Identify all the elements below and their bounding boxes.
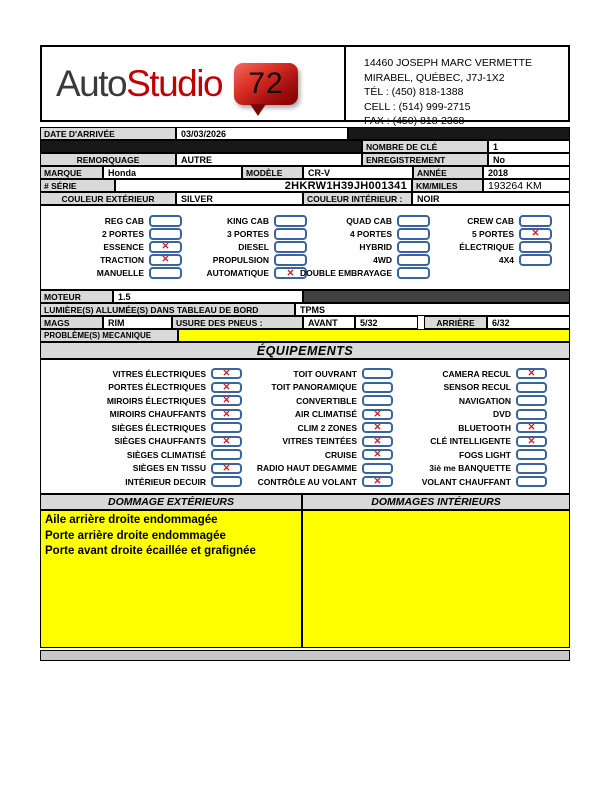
checkbox-label: CAMERA RECUL [442, 368, 511, 379]
checkbox[interactable]: ✕ [362, 449, 393, 460]
equipements-column-3 [41, 367, 547, 489]
checkbox[interactable]: ✕ [362, 436, 393, 447]
checkbox-label: ESSENCE [103, 241, 144, 252]
row-couleur [40, 192, 570, 205]
equipements-section-title: ÉQUIPEMENTS [40, 342, 570, 359]
dark-band [303, 290, 570, 303]
checkbox-label: CLIM 2 ZONES [297, 422, 357, 433]
probleme-mecanique-label: PROBLÈME(S) MECANIQUE [40, 329, 178, 342]
mechanical-table [40, 290, 570, 342]
checkbox-label: TOIT PANORAMIQUE [271, 382, 357, 393]
checkbox-label: 4WD [373, 255, 392, 266]
logo-text-auto: Auto [56, 62, 127, 104]
checkbox-label: SIÈGES ÉLECTRIQUES [111, 422, 206, 433]
checkbox-label: CONVERTIBLE [296, 395, 357, 406]
row-pneus [40, 316, 570, 329]
checkbox[interactable]: ✕ [211, 368, 242, 379]
checkbox[interactable] [516, 409, 547, 420]
checkbox-label: TRACTION [100, 255, 144, 266]
nombre-cle-label: NOMBRE DE CLÉ [362, 140, 488, 153]
moteur-label: MOTEUR [40, 290, 113, 303]
row-nombre-cle [40, 140, 570, 153]
row-moteur [40, 290, 570, 303]
cab-column-4 [41, 214, 552, 267]
checkbox-label: SIÈGES EN TISSU [132, 463, 206, 474]
checkbox-label: CRUISE [324, 449, 357, 460]
logo-text-studio: Studio [126, 62, 223, 104]
speech-bubble-icon [234, 63, 298, 105]
checkbox-row [41, 435, 547, 449]
checkbox-row [41, 254, 552, 267]
checkbox[interactable]: ✕ [362, 409, 393, 420]
checkbox-label: 3 PORTES [226, 228, 269, 239]
checkbox-label: PROPULSION [212, 255, 269, 266]
checkbox-label: CONTRÔLE AU VOLANT [257, 476, 357, 487]
checkbox-label: CLÉ INTELLIGENTE [430, 436, 511, 447]
logo-badge-number: 72 [248, 66, 284, 100]
footer-bar [40, 650, 570, 661]
equipements-section [40, 359, 570, 494]
checkbox-row [41, 475, 547, 489]
checkbox[interactable] [519, 241, 552, 253]
checkbox-label: 3iè me BANQUETTE [429, 463, 511, 474]
remorquage-field[interactable]: AUTRE [176, 153, 362, 166]
autostudio-logo [42, 47, 346, 120]
checkbox-label: RADIO HAUT DEGAMME [256, 463, 357, 474]
checkbox-row [41, 462, 547, 476]
checkbox[interactable]: ✕ [149, 254, 182, 266]
checkbox[interactable]: ✕ [519, 228, 552, 240]
modele-label: MODÈLE [242, 166, 303, 179]
checkbox-label: KING CAB [226, 215, 269, 226]
damage-line: Porte arrière droite endommagée [45, 529, 226, 542]
checkbox[interactable]: ✕ [211, 395, 242, 406]
couleur-ext-field[interactable]: SILVER [176, 192, 303, 205]
checkbox[interactable] [397, 267, 430, 279]
avant-label: AVANT [303, 316, 355, 329]
dealer-address-line1: 14460 JOSEPH MARC VERMETTE [364, 57, 533, 69]
checkbox-label: AUTOMATIQUE [206, 268, 269, 279]
mags-label: MAGS [40, 316, 103, 329]
checkbox-label: HYBRID [359, 241, 392, 252]
row-serie [40, 179, 570, 192]
arriere-label: ARRIÈRE [424, 316, 487, 329]
lumieres-label: LUMIÈRE(S) ALLUMÉE(S) DANS TABLEAU DE BORD [40, 303, 295, 316]
modele-field[interactable]: CR-V [303, 166, 413, 179]
checkbox-row [41, 267, 430, 280]
dommage-exterieurs-title: DOMMAGE EXTÉRIEURS [40, 494, 302, 510]
checkbox-label: ÉLECTRIQUE [459, 241, 514, 252]
checkbox-label: MIROIRS ÉLECTRIQUES [106, 395, 206, 406]
checkbox[interactable]: ✕ [211, 436, 242, 447]
checkbox[interactable]: ✕ [516, 436, 547, 447]
checkbox-label: FOGS LIGHT [459, 449, 511, 460]
checkbox-label: SIÈGES CHAUFFANTS [114, 436, 206, 447]
checkbox-row [41, 214, 552, 227]
checkbox-label: SIÈGES CLIMATISÉ [126, 449, 206, 460]
dark-band [348, 127, 570, 140]
dommage-exterieurs-field[interactable] [40, 510, 302, 648]
checkbox-row [41, 448, 547, 462]
checkbox[interactable] [516, 476, 547, 487]
checkbox-label: BLUETOOTH [458, 422, 511, 433]
dommages-interieurs-title: DOMMAGES INTÉRIEURS [302, 494, 570, 510]
checkbox[interactable] [516, 449, 547, 460]
dealer-address-line2: MIRABEL, QUÉBEC, J7J-1X2 [364, 71, 505, 84]
header [40, 45, 570, 128]
mags-field[interactable]: RIM [103, 316, 172, 329]
serie-label: # SÉRIE [40, 179, 115, 192]
row-lumieres [40, 303, 570, 316]
checkbox[interactable]: ✕ [362, 476, 393, 487]
checkbox[interactable]: ✕ [211, 409, 242, 420]
damages-body [40, 510, 570, 648]
date-arrivee-field[interactable]: 03/03/2026 [176, 127, 348, 140]
row-probleme [40, 329, 570, 342]
checkbox-row [41, 394, 547, 408]
row-date-arrivee [40, 127, 570, 140]
couleur-int-field[interactable]: NOIR [412, 192, 570, 205]
marque-label: MARQUE [40, 166, 103, 179]
checkbox[interactable] [516, 382, 547, 393]
checkbox-label: TOIT OUVRANT [293, 368, 357, 379]
dealer-contact-block [346, 47, 568, 128]
dark-band [40, 140, 362, 153]
marque-field[interactable]: Honda [103, 166, 242, 179]
lumieres-field[interactable]: TPMS [295, 303, 570, 316]
checkbox-row [41, 381, 547, 395]
checkbox[interactable] [516, 395, 547, 406]
moteur-field[interactable]: 1.5 [113, 290, 303, 303]
checkbox-label: PORTES ÉLECTRIQUES [108, 382, 206, 393]
enregistrement-field[interactable]: No [488, 153, 570, 166]
checkbox-label: INTÉRIEUR DECUIR [125, 476, 206, 487]
km-label: KM/MILES [412, 179, 483, 192]
checkbox[interactable]: ✕ [274, 267, 307, 279]
dommages-interieurs-field[interactable] [302, 510, 570, 648]
nombre-cle-field[interactable]: 1 [488, 140, 570, 153]
checkbox-label: MIROIRS CHAUFFANTS [109, 409, 206, 420]
checkbox[interactable]: ✕ [211, 382, 242, 393]
checkbox[interactable]: ✕ [362, 422, 393, 433]
km-field[interactable]: 193264 KM [483, 179, 570, 192]
checkbox-label: 2 PORTES [101, 228, 144, 239]
enregistrement-label: ENREGISTREMENT [362, 153, 488, 166]
damage-line: Porte avant droite écaillée et grafignée [45, 545, 256, 557]
checkbox-row [41, 421, 547, 435]
checkbox[interactable]: ✕ [516, 422, 547, 433]
checkbox[interactable]: ✕ [211, 463, 242, 474]
vin-field[interactable]: 2HKRW1H39JH001341 [115, 179, 412, 192]
checkbox-row [41, 367, 547, 381]
checkbox-label: QUAD CAB [346, 215, 392, 226]
checkbox-label: SENSOR RECUL [443, 382, 511, 393]
checkbox-label: AIR CLIMATISÉ [294, 409, 357, 420]
checkbox[interactable]: ✕ [516, 368, 547, 379]
checkbox-label: DOUBLE EMBRAYAGE [300, 268, 392, 279]
dealer-phone: TÉL : (450) 818-1388 [364, 86, 464, 99]
checkbox-label: CREW CAB [467, 215, 514, 226]
remorquage-label: REMORQUAGE [40, 153, 176, 166]
checkbox[interactable]: ✕ [149, 241, 182, 253]
couleur-ext-label: COULEUR EXTÉRIEUR [40, 192, 176, 205]
checkbox-label: DIESEL [238, 241, 269, 252]
checkbox-label: VITRES ÉLECTRIQUES [112, 368, 206, 379]
checkbox-label: 4 PORTES [349, 228, 392, 239]
cab-drivetrain-section [40, 205, 570, 290]
arriere-field[interactable]: 6/32 [487, 316, 570, 329]
checkbox-row [41, 227, 552, 240]
checkbox[interactable] [519, 215, 552, 227]
checkbox-label: VOLANT CHAUFFANT [421, 476, 511, 487]
annee-label: ANNÉE [413, 166, 483, 179]
checkbox[interactable] [519, 254, 552, 266]
usure-pneus-label: USURE DES PNEUS : [172, 316, 303, 329]
date-arrivee-label: DATE D'ARRIVÉE [40, 127, 176, 140]
checkbox-label: NAVIGATION [458, 395, 511, 406]
checkbox-row [41, 408, 547, 422]
row-remorquage [40, 153, 570, 166]
probleme-mecanique-field[interactable] [178, 329, 570, 342]
dealer-fax: FAX : (450) 818-2368 [364, 115, 465, 128]
row-marque [40, 166, 570, 179]
vehicle-info-table [40, 127, 570, 205]
checkbox-label: MANUELLE [96, 268, 144, 279]
checkbox-label: 5 PORTES [471, 228, 514, 239]
checkbox-row [41, 240, 552, 253]
damage-line: Aile arrière droite endommagée [45, 514, 218, 526]
annee-field[interactable]: 2018 [483, 166, 570, 179]
avant-field[interactable]: 5/32 [355, 316, 418, 329]
dealer-cell: CELL : (514) 999-2715 [364, 100, 471, 113]
damages-header [40, 494, 570, 510]
checkbox[interactable] [516, 463, 547, 474]
vehicle-intake-form [40, 45, 570, 661]
checkbox-label: REG CAB [104, 215, 144, 226]
couleur-int-label: COULEUR INTÉRIEUR : [303, 192, 412, 205]
checkbox-label: 4X4 [498, 255, 514, 266]
checkbox-label: VITRES TEINTÉES [282, 436, 357, 447]
checkbox-label: DVD [493, 409, 511, 420]
